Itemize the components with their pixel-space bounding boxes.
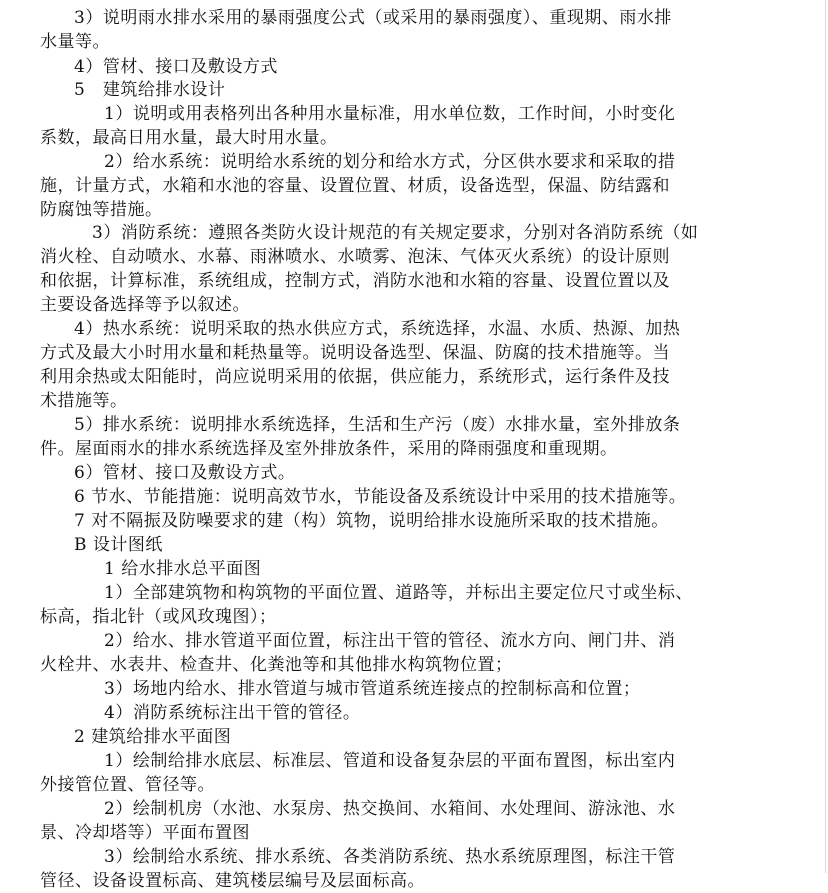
- document-line: 管径、设备设置标高、建筑楼层编号及层面标高。: [40, 871, 425, 891]
- document-line: 6 节水、节能措施：说明高效节水，节能设备及系统设计中采用的技术措施等。: [74, 487, 687, 507]
- document-line: 火栓井、水表井、检查井、化粪池等和其他排水构筑物位置；: [40, 655, 513, 675]
- document-line: 5）排水系统：说明排水系统选择，生活和生产污（废）水排水量，室外排放条: [74, 415, 681, 435]
- page-edge-divider: [825, 0, 826, 873]
- document-line: 6）管材、接口及敷设方式。: [74, 463, 296, 483]
- document-line: 利用余热或太阳能时，尚应说明采用的依据，供应能力，系统形式，运行条件及技: [40, 367, 670, 387]
- document-line: 1）全部建筑物和构筑物的平面位置、道路等，并标出主要定位尺寸或坐标、: [104, 583, 693, 603]
- document-line: 4）管材、接口及敷设方式: [74, 57, 278, 77]
- document-line: 4）消防系统标注出干管的管径。: [104, 703, 361, 723]
- document-line: 水量等。: [40, 32, 110, 52]
- document-line: 2）给水系统：说明给水系统的划分和给水方式，分区供水要求和采取的措: [104, 152, 676, 172]
- document-line: 1）绘制给排水底层、标准层、管道和设备复杂层的平面布置图，标出室内: [104, 751, 676, 771]
- document-line: 2）给水、排水管道平面位置，标注出干管的管径、流水方向、闸门井、消: [104, 631, 676, 651]
- document-line: 5 建筑给排水设计: [74, 80, 226, 100]
- document-line: 7 对不隔振及防噪要求的建（构）筑物，说明给排水设施所采取的技术措施。: [74, 511, 669, 531]
- document-line: 主要设备选择等予以叙述。: [40, 295, 250, 315]
- document-line: 3）绘制给水系统、排水系统、各类消防系统、热水系统原理图，标注干管: [104, 847, 676, 867]
- document-line: 景、冷却塔等）平面布置图: [40, 823, 250, 843]
- document-line: 2）绘制机房（水池、水泵房、热交换间、水箱间、水处理间、游泳池、水: [104, 799, 676, 819]
- document-line: 3）说明雨水排水采用的暴雨强度公式（或采用的暴雨强度）、重现期、雨水排: [74, 8, 672, 28]
- document-line: 防腐蚀等措施。: [40, 200, 163, 220]
- document-line: 件。屋面雨水的排水系统选择及室外排放条件，采用的降雨强度和重现期。: [40, 439, 618, 459]
- document-line: 1）说明或用表格列出各种用水量标准，用水单位数，工作时间，小时变化: [104, 104, 676, 124]
- document-line: 和依据，计算标准，系统组成，控制方式，消防水池和水箱的容量、设置位置以及: [40, 271, 670, 291]
- document-line: 标高，指北针（或风玫瑰图）；: [40, 607, 277, 627]
- document-line: 术措施等。: [40, 391, 128, 411]
- document-line: 外接管位置、管径等。: [40, 775, 215, 795]
- document-line: 方式及最大小时用水量和耗热量等。说明设备选型、保温、防腐的技术措施等。当: [40, 343, 670, 363]
- document-line: B 设计图纸: [74, 535, 163, 555]
- document-line: 4）热水系统：说明采取的热水供应方式，系统选择，水温、水质、热源、加热: [74, 319, 681, 339]
- document-line: 3）场地内给水、排水管道与城市管道系统连接点的控制标高和位置；: [104, 679, 641, 699]
- document-line: 2 建筑给排水平面图: [74, 727, 232, 747]
- document-line: 系数，最高日用水量，最大时用水量。: [40, 128, 338, 148]
- document-line: 消火栓、自动喷水、水幕、雨淋喷水、水喷雾、泡沫、气体灭火系统）的设计原则: [40, 247, 670, 267]
- document-line: 施，计量方式，水箱和水池的容量、设置位置、材质，设备选型，保温、防结露和: [40, 176, 670, 196]
- document-line: 3）消防系统：遵照各类防火设计规范的有关规定要求，分别对各消防系统（如: [92, 223, 699, 243]
- document-line: 1 给水排水总平面图: [104, 559, 262, 579]
